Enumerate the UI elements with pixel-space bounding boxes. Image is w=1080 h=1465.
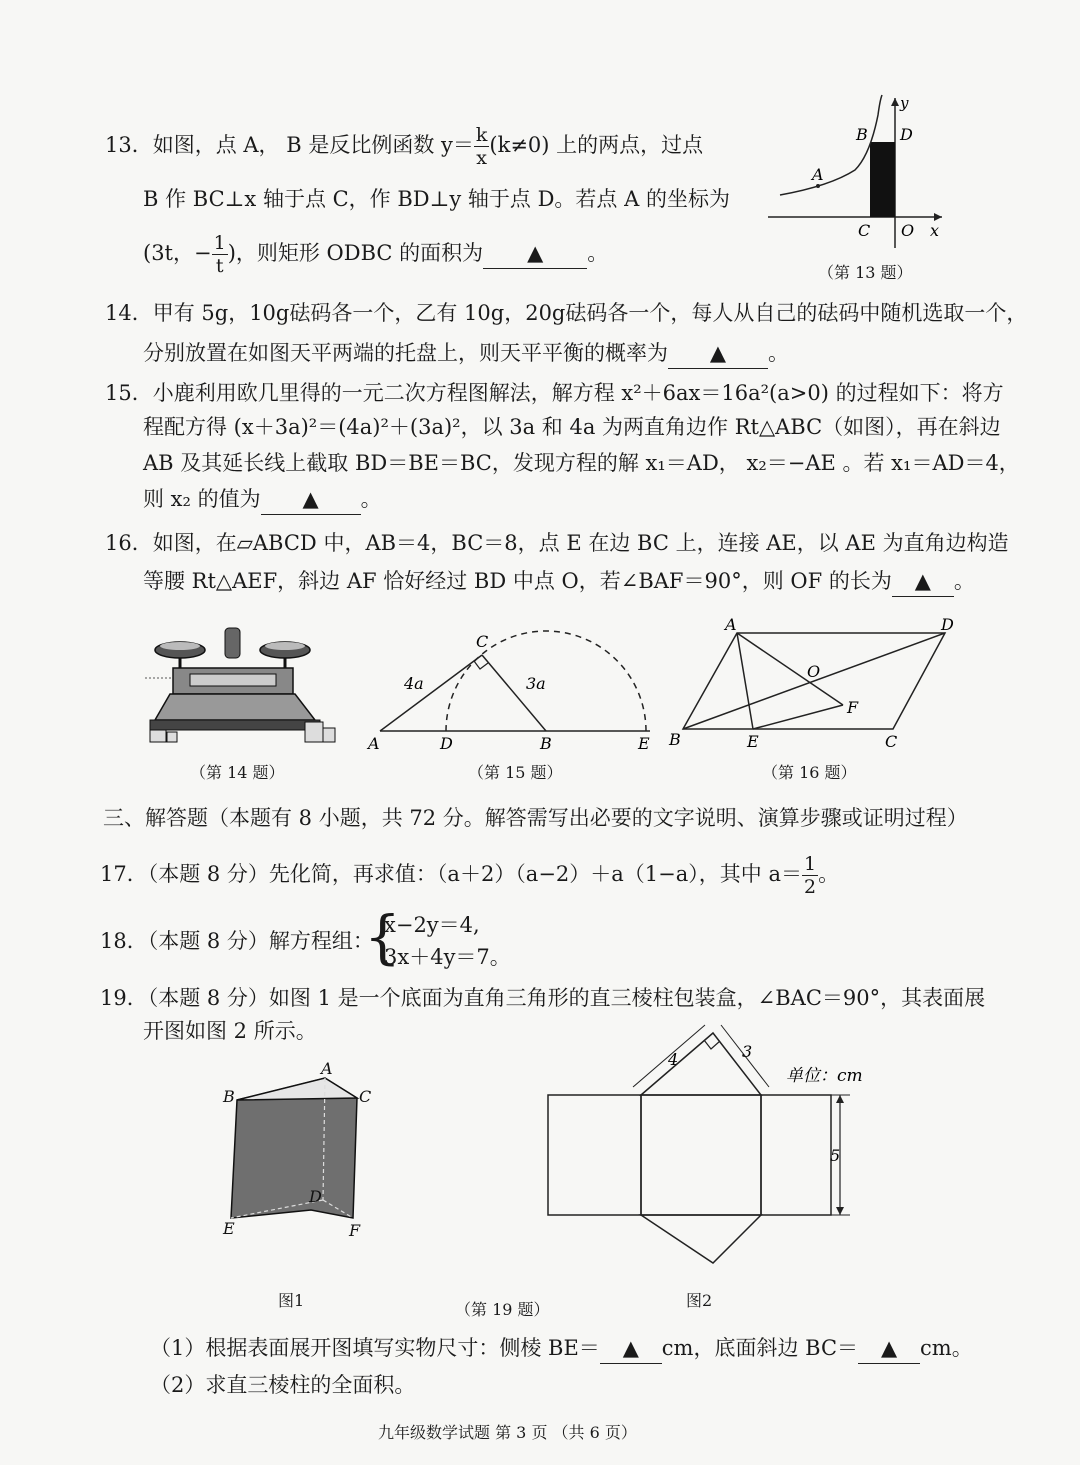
q13-line1 [105, 124, 703, 169]
q15-figure [360, 625, 670, 755]
q15-label-C: C [476, 632, 489, 651]
q17-text-b: 。 [818, 862, 840, 886]
q16-caption: （第 16 题） [762, 763, 857, 782]
q16-label-O: O [807, 662, 821, 681]
q13-label-x: x [930, 221, 940, 240]
q19-part1 [150, 1333, 973, 1364]
q14-balance-figure [145, 620, 345, 750]
q19-caption: （第 19 题） [455, 1300, 550, 1319]
q15-answer-blank[interactable] [261, 484, 361, 515]
q13-text-3c: 。 [587, 241, 609, 265]
q16-blank-mark: ▲ [914, 569, 931, 593]
q16-label-B: B [669, 730, 681, 749]
q13-answer-blank[interactable] [483, 238, 587, 269]
q19-label-D: D [309, 1187, 322, 1206]
q13-label-A: A [812, 165, 824, 184]
q19-text-p1a: （1）根据表面展开图填写实物尺寸：侧棱 BE＝ [150, 1336, 600, 1360]
q14-caption: （第 14 题） [190, 763, 285, 782]
q19-fig2-caption: 图2 [686, 1291, 713, 1310]
q16-answer-blank[interactable] [892, 566, 954, 597]
q13-label-C: C [858, 221, 871, 240]
q15-line3: AB 及其延长线上截取 BD＝BE＝BC，发现方程的解 x₁＝AD， x₂＝−AE 。若 x₁＝AD＝4， [143, 451, 1020, 475]
q15-label-D: D [440, 734, 453, 753]
q13-label-y: y [900, 94, 909, 112]
section3-heading: 三、解答题（本题有 8 小题，共 72 分。解答需写出必要的文字说明、演算步骤或证明过程） [103, 806, 968, 830]
q18-eq2: 3x＋4y＝7。 [384, 945, 511, 969]
q14-text-2a: 分别放置在如图天平两端的托盘上，则天平平衡的概率为 [143, 341, 668, 365]
q13-label-B: B [856, 125, 868, 144]
q19-dim-5: 5 [830, 1146, 841, 1165]
q13-frac2-num: 1 [213, 232, 226, 254]
q13-frac-num: k [475, 124, 488, 146]
page-footer: 九年级数学试题 第 3 页 （共 6 页） [378, 1423, 637, 1442]
q19-part2: （2）求直三棱柱的全面积。 [150, 1373, 416, 1397]
q14-line1: 14．甲有 5g，10g砝码各一个，乙有 10g，20g砝码各一个，每人从自己的砝码中随机选取一个， [105, 301, 1028, 325]
q19-line1: 19．（本题 8 分）如图 1 是一个底面为直角三角形的直三棱柱包装盒，∠BAC＝90°，其表面展 [100, 986, 986, 1010]
q17-frac-den: 2 [803, 876, 817, 898]
q18-eq1: x−2y＝4, [384, 913, 480, 937]
q13-text-1a: 13．如图，点 A， B 是反比例函数 y＝ [105, 133, 474, 157]
q15-line2: 程配方得 (x＋3a)²＝(4a)²＋(3a)²，以 3a 和 4a 为两直角边作 Rt△ABC（如图），再在斜边 [143, 415, 1001, 439]
q16-line2 [143, 566, 975, 597]
q15-text-4b: 。 [360, 487, 382, 511]
q13-fraction2 [212, 232, 228, 277]
q15-line4 [143, 484, 382, 515]
q16-line1: 16．如图，在▱ABCD 中，AB＝4，BC＝8，点 E 在边 BC 上，连接 AE，以 AE 为直角边构造 [105, 531, 1009, 555]
q19-blank-BC[interactable] [858, 1333, 920, 1364]
q17-line [100, 853, 839, 898]
q16-text-2b: 。 [953, 569, 975, 593]
q19-fig1-caption: 图1 [278, 1291, 305, 1310]
q13-label-D: D [900, 125, 913, 144]
q19-label-C: C [359, 1087, 372, 1106]
q16-label-F: F [847, 698, 859, 717]
q19-blank-mark-2: ▲ [880, 1336, 898, 1360]
q17-fraction [802, 853, 818, 898]
q17-text-a: 17．（本题 8 分）先化简，再求值：（a＋2）（a−2）＋a（1−a），其中 a＝ [100, 862, 802, 886]
q15-text-4a: 则 x₂ 的值为 [143, 487, 261, 511]
q19-text-p1c: cm。 [920, 1336, 973, 1360]
q19-blank-mark-1: ▲ [622, 1336, 639, 1360]
q15-label-4a: 4a [404, 674, 424, 693]
q19-blank-BE[interactable] [600, 1333, 662, 1364]
q19-label-A: A [321, 1060, 333, 1078]
q14-blank-mark: ▲ [709, 341, 727, 365]
q13-fraction [474, 124, 490, 169]
q16-label-C: C [885, 732, 898, 751]
q19-net-figure [540, 1015, 880, 1275]
q19-line2: 开图如图 2 所示。 [143, 1019, 317, 1043]
q19-text-p1b: cm，底面斜边 BC＝ [661, 1336, 859, 1360]
q14-text-2b: 。 [768, 341, 789, 365]
q13-line3 [143, 232, 608, 277]
q19-prism-figure [215, 1060, 385, 1240]
q16-label-D: D [941, 615, 954, 634]
q15-label-3a: 3a [526, 674, 546, 693]
q19-label-B: B [223, 1087, 235, 1106]
q13-label-O: O [901, 221, 915, 240]
q19-label-E: E [223, 1219, 235, 1238]
q15-label-E: E [638, 734, 650, 753]
q16-figure [665, 615, 965, 755]
q15-line1: 15．小鹿利用欧几里得的一元二次方程图解法，解方程 x²＋6ax＝16a²(a>0) 的过程如下：将方 [105, 381, 1004, 405]
q19-label-F: F [349, 1221, 361, 1240]
q19-dim-3: 3 [742, 1042, 753, 1061]
q13-text-3a: (3t，− [143, 241, 212, 265]
q15-label-B: B [540, 734, 552, 753]
q14-answer-blank[interactable] [668, 338, 768, 369]
q15-caption: （第 15 题） [468, 763, 563, 782]
q13-figure [760, 90, 960, 250]
q16-label-A: A [725, 615, 737, 634]
q19-unit-label: 单位：cm [786, 1066, 863, 1086]
q15-blank-mark: ▲ [302, 487, 319, 511]
q13-blank-mark: ▲ [527, 241, 544, 265]
q13-text-1b: (k≠0) 上的两点，过点 [489, 133, 704, 157]
q17-frac-num: 1 [803, 853, 817, 875]
q14-line2 [143, 338, 789, 369]
q18-brace: { [364, 903, 401, 971]
q13-line2: B 作 BC⊥x 轴于点 C，作 BD⊥y 轴于点 D。若点 A 的坐标为 [143, 187, 730, 211]
q19-dim-4: 4 [668, 1050, 679, 1069]
q13-text-3b: )，则矩形 ODBC 的面积为 [227, 241, 484, 265]
q15-label-A: A [368, 734, 380, 753]
q16-label-E: E [747, 732, 759, 751]
q18-line: 18．（本题 8 分）解方程组： [100, 929, 374, 953]
q13-frac2-den: t [215, 255, 224, 277]
q13-caption: （第 13 题） [818, 263, 913, 282]
q13-frac-den: x [476, 147, 487, 169]
q16-text-2a: 等腰 Rt△AEF，斜边 AF 恰好经过 BD 中点 O，若∠BAF＝90°，则 OF 的长为 [143, 569, 892, 593]
